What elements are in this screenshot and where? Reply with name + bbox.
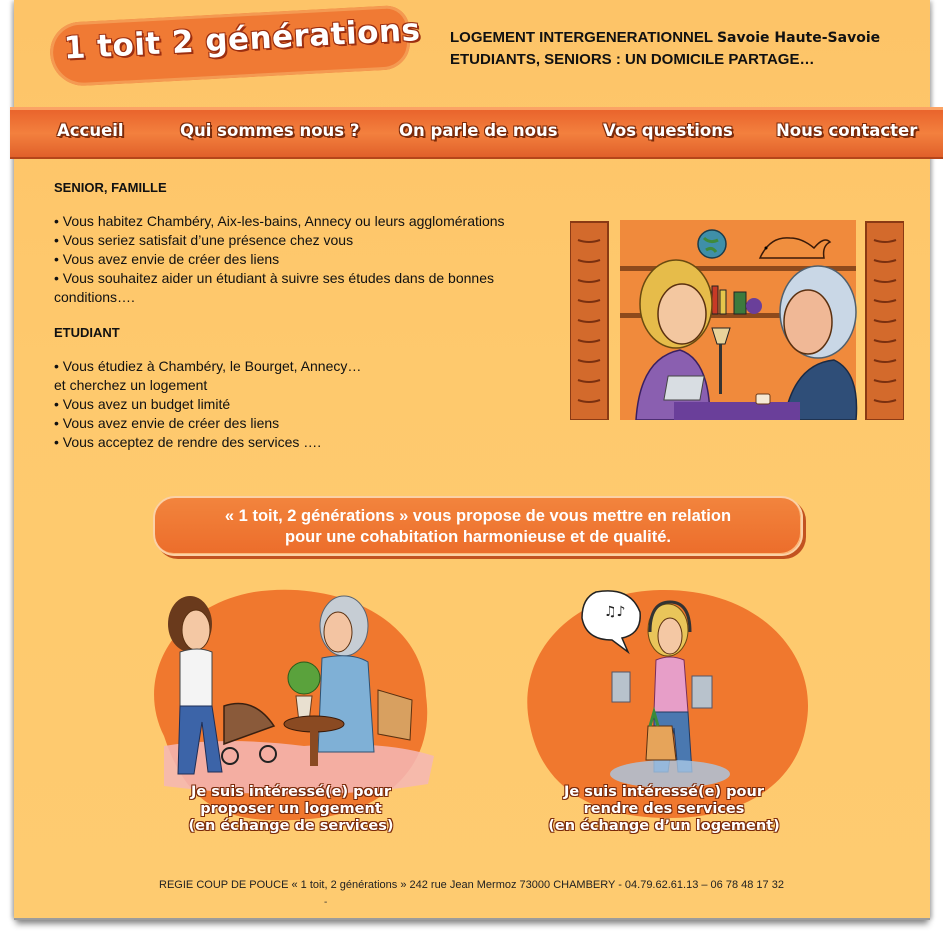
list-item: • Vous acceptez de rendre des services …. <box>54 434 322 450</box>
senior-list <box>54 212 564 307</box>
card-label-line: Je suis intéressé(e) pour <box>191 784 391 800</box>
tagline-main: LOGEMENT INTERGENERATIONNEL <box>450 29 713 46</box>
intro-content <box>54 178 564 468</box>
list-item: • Vous avez envie de créer des liens <box>54 251 280 267</box>
nav-on-parle-de-nous[interactable]: On parle de nous <box>399 121 558 140</box>
card-label-line: (en échange d’un logement) <box>548 818 780 834</box>
card-rendre-services[interactable] <box>520 586 814 846</box>
banner-line2: pour une cohabitation harmonieuse et de qualité. <box>285 528 671 546</box>
list-item: • Vous étudiez à Chambéry, le Bourget, Annecy… <box>54 358 362 374</box>
tagline-region: Savoie Haute-Savoie <box>716 30 881 46</box>
main-nav <box>10 107 943 159</box>
senior-heading: SENIOR, FAMILLE <box>54 180 167 195</box>
card-label-line: proposer un logement <box>200 801 382 817</box>
list-item: • Vous souhaitez aider un étudiant à suivre ses études dans de bonnes conditions…. <box>54 270 494 305</box>
window-illustration <box>570 218 904 420</box>
tagline-line2: ETUDIANTS, SENIORS : UN DOMICILE PARTAGE… <box>450 51 815 68</box>
footer-address: REGIE COUP DE POUCE « 1 toit, 2 générations » 242 rue Jean Mermoz 73000 CHAMBERY - 04.79.62.61.13 – 06 78 48 17 32 <box>159 879 784 891</box>
logo-text: 1 toit 2 générations <box>62 12 422 67</box>
list-item: • Vous avez un budget limité <box>54 396 231 412</box>
card-label-line: (en échange de services) <box>188 818 394 834</box>
nav-vos-questions[interactable]: Vos questions <box>603 121 733 140</box>
nav-accueil[interactable]: Accueil <box>57 121 124 140</box>
student-list <box>54 357 564 452</box>
card-propose-logement[interactable] <box>144 586 438 846</box>
svg-text:♫♪: ♫♪ <box>604 604 626 620</box>
service-banner <box>153 496 803 556</box>
list-item: • Vous seriez satisfait d’une présence chez vous <box>54 232 354 248</box>
nav-nous-contacter[interactable]: Nous contacter <box>776 121 918 140</box>
list-item: et cherchez un logement <box>54 377 208 393</box>
card-label-line: rendre des services <box>583 801 745 817</box>
card-label-line: Je suis intéressé(e) pour <box>564 784 764 800</box>
student-heading: ETUDIANT <box>54 325 120 340</box>
site-tagline <box>450 27 880 70</box>
footer-dot: - <box>324 897 328 908</box>
list-item: • Vous habitez Chambéry, Aix-les-bains, Annecy ou leurs agglomérations <box>54 213 505 229</box>
card-label-right[interactable] <box>534 784 794 835</box>
nav-qui-sommes-nous[interactable]: Qui sommes nous ? <box>180 121 360 140</box>
banner-line1: « 1 toit, 2 générations » vous propose de vous mettre en relation <box>224 507 732 525</box>
card-label-left[interactable] <box>161 784 421 835</box>
list-item: • Vous avez envie de créer des liens <box>54 415 280 431</box>
